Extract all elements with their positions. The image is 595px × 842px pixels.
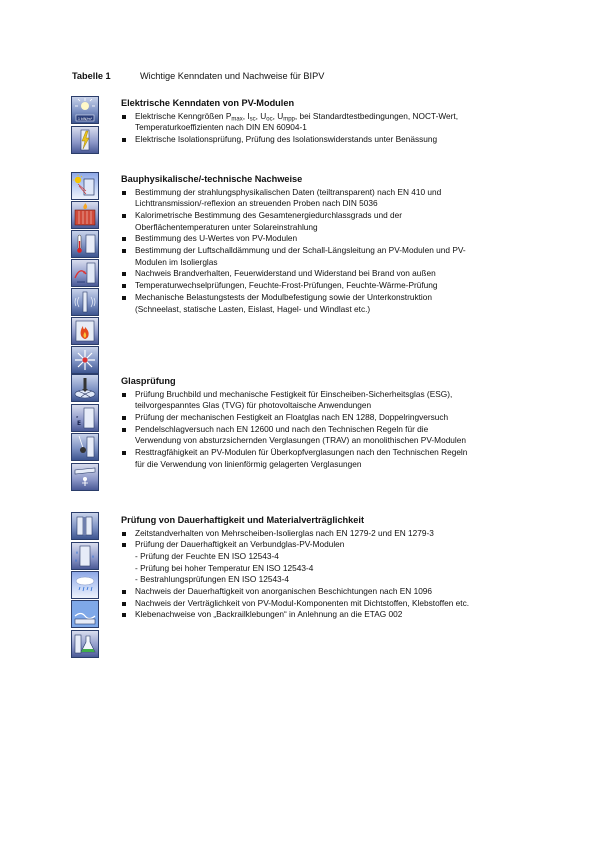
overhead-glass-icon (71, 463, 99, 491)
list-item: Nachweis der Verträglichkeit von PV-Modul-Komponenten mit Dichtstoffen, Klebstoffen etc. (121, 598, 531, 610)
list-item (121, 111, 531, 134)
item-list (121, 528, 531, 622)
svg-text:E: E (77, 420, 82, 427)
frost-cross-icon (71, 346, 99, 374)
section-title: Prüfung von Dauerhaftigkeit und Materialverträglichkeit (121, 515, 365, 525)
adhesive-flask-icon (71, 630, 99, 658)
list-item: Resttragfähigkeit an PV-Modulen für Überkopfverglasungen nach den Technischen Regeln für die Verwendung von linienförmig gelagerten Verglasungen (121, 447, 531, 470)
item-line-rich: Elektrische Kenngrößen $P_{max}$, $I_{sc}$, $U_{oc}$, $U_{mpp}$, bei Standardtestbedingungen, NOCT-Wert, (135, 110, 459, 122)
list-item: Prüfung der Dauerhaftigkeit an Verbundglas-PV-Modulen (121, 539, 531, 551)
list-item: Temperaturwechselprüfungen, Feuchte-Frost-Prüfungen, Feuchte-Wärme-Prüfung (121, 280, 531, 292)
list-item: Bestimmung der Luftschalldämmung und der Schall-Längsleitung an PV-Modulen und PV- Modulen im Isolierglas (121, 245, 531, 268)
glass-fracture-icon (71, 404, 99, 432)
item-list (121, 389, 531, 471)
section-glass-testing (121, 376, 531, 470)
table-title: Wichtige Kenndaten und Nachweise für BIPV (140, 71, 325, 81)
sub-item: - Prüfung bei hoher Temperatur EN ISO 12543-4 (135, 562, 314, 573)
glass-impact-icon (71, 374, 99, 402)
pendulum-icon (71, 433, 99, 461)
sub-item: - Prüfung der Feuchte EN ISO 12543-4 (135, 550, 279, 561)
solar-irradiance-icon (71, 96, 99, 124)
thermometer-panel-icon (71, 230, 99, 258)
section-building-physics (121, 174, 531, 315)
cloud-drops-icon (71, 571, 99, 599)
list-item: Prüfung der mechanischen Festigkeit an Floatglas nach EN 1288, Doppelringversuch (121, 412, 531, 424)
section-title: Glasprüfung (121, 376, 176, 386)
item-list (121, 187, 531, 316)
list-item: Mechanische Belastungstests der Modulbefestigung sowie der Unterkonstruktion (Schneelast, statische Lasten, Eislast, Hagel- und Windlast etc.) (121, 292, 531, 315)
section-electrical (121, 98, 531, 146)
insulating-glass-icon (71, 512, 99, 540)
fire-icon (71, 317, 99, 345)
svg-text:1 kW/m²: 1 kW/m² (77, 117, 93, 121)
list-item: Pendelschlagversuch nach EN 12600 und nach den Technischen Regeln für die Verwendung von absturzsichernden Verglasungen (TRAV) an monolithischen PV-Modulen (121, 424, 531, 447)
list-item: Zeitstandverhalten von Mehrscheiben-Isolierglas nach EN 1279-2 und EN 1279-3 (121, 528, 531, 540)
list-item: Klebenachweise von „Backrailklebungen“ in Anlehnung an die ETAG 002 (121, 609, 531, 621)
table-label: Tabelle 1 (72, 71, 111, 81)
list-item: Prüfung Bruchbild und mechanische Festigkeit für Einscheiben-Sicherheitsglas (ESG), teilvorgespanntes Glas (TVG) für photovoltaische Anwendungen (121, 389, 531, 412)
sub-item: - Bestrahlungsprüfungen EN ISO 12543-4 (135, 574, 290, 585)
list-item: Bestimmung der strahlungsphysikalischen Daten (teiltransparent) nach EN 410 und Lichttransmission/-reflexion an streuenden Proben nach DIN 5036 (121, 187, 531, 210)
section-durability (121, 515, 531, 621)
item-line: Temperaturkoeffizienten nach DIN EN 60904-1 (135, 122, 307, 133)
list-item: Nachweis der Dauerhaftigkeit von anorganischen Beschichtungen nach EN 1096 (121, 586, 531, 598)
section-title: Elektrische Kenndaten von PV-Modulen (121, 98, 295, 108)
list-item (121, 134, 531, 146)
section-title: Bauphysikalische/-technische Nachweise (121, 174, 303, 184)
table-caption (72, 71, 324, 81)
list-item: Bestimmung des U-Wertes von PV-Modulen (121, 233, 531, 245)
list-item: Nachweis Brandverhalten, Feuerwiderstand und Widerstand bei Brand von außen (121, 268, 531, 280)
lightning-insulation-icon (71, 126, 99, 154)
sun-window-icon (71, 172, 99, 200)
item-list (121, 111, 531, 146)
u-value-icon (71, 259, 99, 287)
sound-wave-icon (71, 288, 99, 316)
radiator-flame-icon (71, 201, 99, 229)
humidity-icon (71, 542, 99, 570)
list-item: Kalorimetrische Bestimmung des Gesamtenergiedurchlassgrads und der Oberflächentemperaturen unter Solareinstrahlung (121, 210, 531, 233)
item-line: Elektrische Isolationsprüfung, Prüfung des Isolationswiderstands unter Benässung (135, 133, 438, 144)
uv-radiation-icon (71, 600, 99, 628)
svg-text:σ: σ (76, 415, 79, 419)
